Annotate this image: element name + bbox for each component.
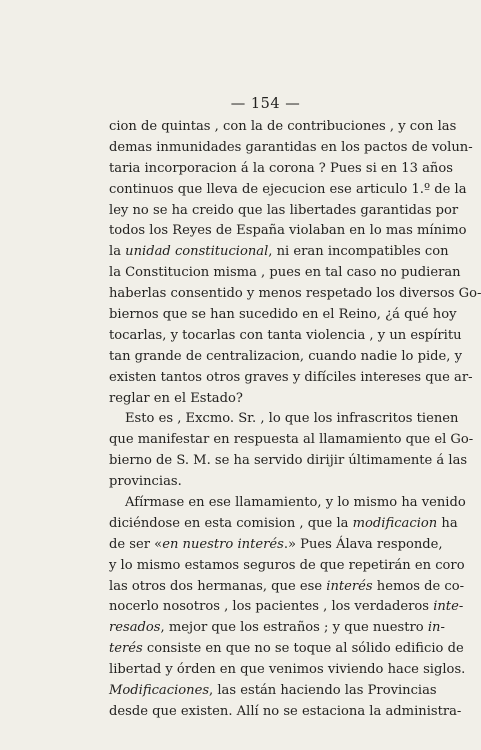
text-line [109,409,459,430]
paragraph [109,493,466,723]
text-run: hemos de co- [372,578,465,594]
text-run: existen tantos otros graves y difíciles intereses que ar- [109,369,473,385]
text-run: demas inmunidades garantidas en los pactos de volun- [109,139,473,155]
text-line [109,305,457,326]
text-line [109,451,468,472]
text-line [109,493,466,514]
italic-text: inte- [433,599,464,615]
italic-text: unidad constitucional [125,244,269,260]
text-line [109,242,449,263]
text-line [109,535,443,556]
text-run: bierno de S. M. se ha servido dirijir últimamente á las [109,453,468,469]
text-line [109,368,473,389]
text-line [109,263,461,284]
text-line [109,597,464,618]
italic-text: Modificaciones [109,683,210,699]
text-run: tan grande de centralizacion, cuando nadie lo pide, y [109,348,463,364]
text-line [109,326,462,347]
text-line [109,618,445,639]
text-run: reglar en el Estado? [109,390,243,406]
text-run: continuos que lleva de ejecucion ese articulo 1.º de la [109,181,467,197]
text-run: Afírmase en ese llamamiento, y lo mismo ha venido [125,495,466,511]
text-run: la [109,244,126,260]
text-line [109,660,466,681]
text-line [109,138,473,159]
text-run: nocerlo nosotros , los pacientes , los verdaderos [109,599,434,615]
text-line [109,514,458,535]
text-run: libertad y órden en que venimos viviendo hace siglos. [109,662,466,678]
text-run: tocarlas, y tocarlas con tanta violencia , y un espíritu [109,327,462,343]
text-run: biernos que se han sucedido en el Reino, ¿á qué hoy [109,307,457,323]
text-run: consiste en que no se toque al sólido edificio de [142,641,464,657]
text-line [109,347,463,368]
italic-text: in- [427,620,445,636]
text-line [109,556,465,577]
italic-text: resados [109,620,161,636]
text-run: cion de quintas , con la de contribuciones , y con las [109,119,457,134]
paragraph [109,409,474,493]
body-text [109,117,481,723]
text-line [109,702,462,723]
text-run: y lo mismo estamos seguros de que repetirán en coro [109,557,465,573]
text-run: desde que existen. Allí no se estaciona la administra- [109,703,462,719]
text-line [109,221,467,242]
text-line [109,180,467,201]
text-run: las otros dos hermanas, que ese [109,578,327,594]
text-run: taria incorporacion á la corona ? Pues si en 13 años [109,160,453,176]
text-line [109,159,453,180]
text-run: haberlas consentido y menos respetado los diversos Go- [109,286,481,302]
text-run: , las están haciendo las Provincias [209,683,437,699]
text-run: todos los Reyes de España violaban en lo mas mínimo [109,223,467,239]
text-line [109,472,432,493]
italic-text: terés [109,641,143,657]
page-number: — 154 — [230,96,301,112]
italic-text: modificacion [352,515,438,531]
text-run: la Constitucion misma , pues en tal caso no pudieran [109,265,461,281]
text-run: , mejor que los estraños ; y que nuestro [160,620,428,636]
text-run: diciéndose en esta comision , que la [109,515,353,531]
text-run: , ni eran incompatibles con [268,244,449,260]
text-line [109,117,457,138]
text-run: .» Pues Álava responde, [283,536,443,552]
text-line [109,284,481,305]
text-run: de ser « [109,536,163,552]
text-line [109,389,432,410]
text-run: provincias. [109,474,182,490]
text-run: ha [437,515,458,531]
text-run: Esto es , Excmo. Sr. , lo que los infrascritos tienen [125,411,459,427]
text-line [109,681,437,702]
text-line [109,639,464,660]
text-line [109,577,465,598]
paragraph [109,117,481,409]
text-line [109,430,474,451]
italic-text: interés [326,578,373,594]
text-run: que manifestar en respuesta al llamamiento que el Go- [109,432,474,448]
text-line [109,201,459,222]
italic-text: en nuestro interés [162,536,284,552]
text-run: ley no se ha creido que las libertades garantidas por [109,202,459,218]
